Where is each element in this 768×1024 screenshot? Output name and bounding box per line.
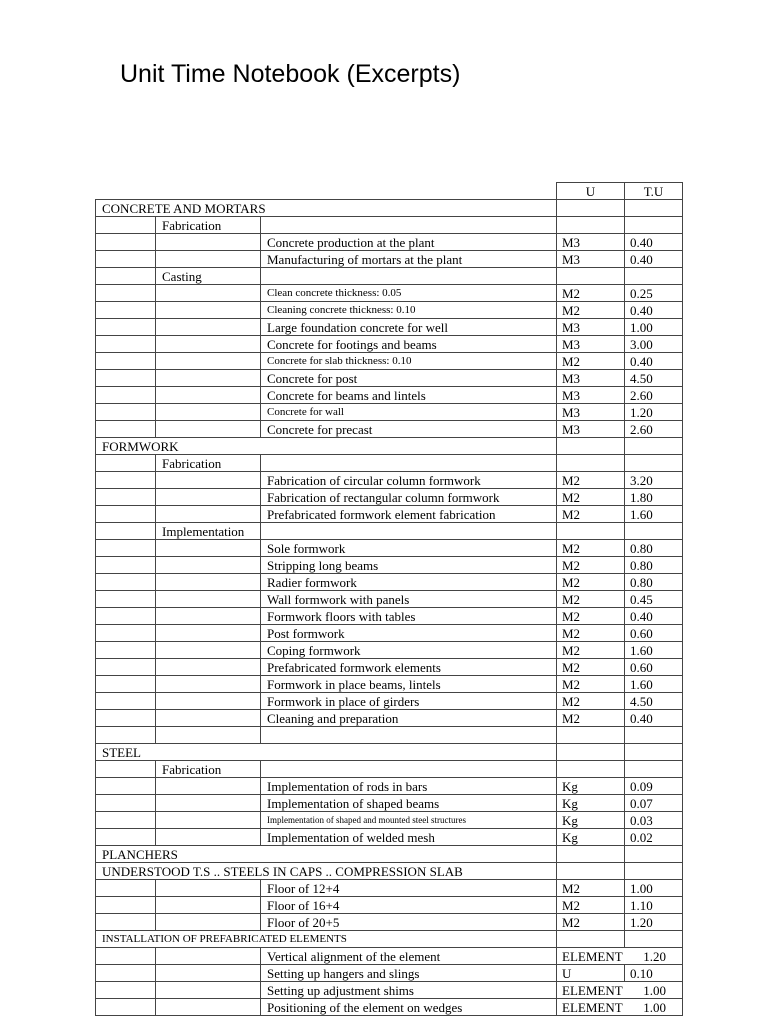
item-label: Large foundation concrete for well: [261, 319, 557, 336]
indent-cell: [96, 880, 156, 897]
table-row: [96, 710, 683, 727]
time-unit-cell: [625, 863, 683, 880]
time-unit-cell: 3.20: [625, 472, 683, 489]
time-unit-cell: [625, 744, 683, 761]
time-unit-cell: 4.50: [625, 693, 683, 710]
table-row: [96, 557, 683, 574]
unit-cell: [557, 744, 625, 761]
time-unit-cell: 0.40: [625, 251, 683, 268]
table-row: [96, 591, 683, 608]
indent-cell: [96, 302, 156, 319]
sub-indent-cell: [156, 336, 261, 353]
item-label: Wall formwork with panels: [261, 591, 557, 608]
time-unit-cell: 0.02: [625, 829, 683, 846]
subsection-row: [96, 217, 683, 234]
item-label: Clean concrete thickness: 0.05: [261, 285, 557, 302]
unit-cell: ELEMENT: [557, 948, 625, 965]
sub-indent-cell: [156, 710, 261, 727]
unit-cell: M2: [557, 914, 625, 931]
sub-indent-cell: [156, 642, 261, 659]
table-row: [96, 676, 683, 693]
header-time-unit: T.U: [625, 183, 683, 200]
time-unit-cell: 0.80: [625, 557, 683, 574]
indent-cell: [96, 319, 156, 336]
subsection-label: Fabrication: [156, 217, 261, 234]
time-unit-cell: [625, 200, 683, 217]
time-unit-cell: 1.20: [625, 914, 683, 931]
table-row: [96, 625, 683, 642]
indent-cell: [96, 591, 156, 608]
table-row: [96, 472, 683, 489]
item-label: Fabrication of rectangular column formwork: [261, 489, 557, 506]
sub-indent-cell: [156, 421, 261, 438]
section-label: STEEL: [96, 744, 557, 761]
indent-cell: [96, 999, 156, 1016]
indent-cell: [96, 285, 156, 302]
time-unit-cell: [625, 727, 683, 744]
sub-indent-cell: [156, 676, 261, 693]
table-row: [96, 659, 683, 676]
unit-cell: M3: [557, 370, 625, 387]
unit-cell: [557, 931, 625, 948]
item-label: Floor of 12+4: [261, 880, 557, 897]
table-row: [96, 421, 683, 438]
indent-cell: [96, 472, 156, 489]
time-unit-cell: 2.60: [625, 387, 683, 404]
time-unit-cell: 1.60: [625, 642, 683, 659]
table-row: [96, 812, 683, 829]
time-unit-cell: [625, 438, 683, 455]
time-unit-cell: [625, 761, 683, 778]
indent-cell: [96, 557, 156, 574]
indent-cell: [96, 251, 156, 268]
unit-cell: [557, 200, 625, 217]
item-label: Concrete for post: [261, 370, 557, 387]
section-label: UNDERSTOOD T.S .. STEELS IN CAPS .. COMPRESSION SLAB: [96, 863, 557, 880]
sub-indent-cell: [156, 829, 261, 846]
unit-cell: M2: [557, 693, 625, 710]
indent-cell: [96, 642, 156, 659]
unit-cell: Kg: [557, 795, 625, 812]
indent-cell: [96, 948, 156, 965]
subsection-label: Fabrication: [156, 761, 261, 778]
time-unit-cell: 1.20: [625, 948, 683, 965]
subsection-label: Fabrication: [156, 455, 261, 472]
subsection-row: [96, 268, 683, 285]
sub-indent-cell: [156, 540, 261, 557]
item-label: Cleaning concrete thickness: 0.10: [261, 302, 557, 319]
section-row: [96, 846, 683, 863]
unit-cell: Kg: [557, 778, 625, 795]
table-row: [96, 999, 683, 1016]
sub-indent-cell: [156, 982, 261, 999]
indent-cell: [96, 982, 156, 999]
unit-cell: M2: [557, 472, 625, 489]
indent-cell: [96, 914, 156, 931]
item-label: Concrete production at the plant: [261, 234, 557, 251]
table-row: [96, 489, 683, 506]
sub-indent-cell: [156, 506, 261, 523]
item-label: [261, 268, 557, 285]
table-row: [96, 608, 683, 625]
time-unit-cell: 2.60: [625, 421, 683, 438]
sub-indent-cell: [156, 778, 261, 795]
sub-indent-cell: [156, 812, 261, 829]
indent-cell: [96, 608, 156, 625]
unit-cell: M2: [557, 285, 625, 302]
section-row: [96, 863, 683, 880]
sub-indent-cell: [156, 625, 261, 642]
table-row: [96, 778, 683, 795]
sub-indent-cell: [156, 302, 261, 319]
indent-cell: [96, 404, 156, 421]
sub-indent-cell: [156, 472, 261, 489]
sub-indent-cell: [156, 999, 261, 1016]
item-label: [261, 523, 557, 540]
item-label: Concrete for footings and beams: [261, 336, 557, 353]
time-unit-cell: 0.40: [625, 302, 683, 319]
unit-cell: M2: [557, 897, 625, 914]
indent-cell: [96, 421, 156, 438]
table-row: [96, 965, 683, 982]
sub-indent-cell: [156, 404, 261, 421]
item-label: Formwork in place beams, lintels: [261, 676, 557, 693]
table-row: [96, 897, 683, 914]
section-label: CONCRETE AND MORTARS: [96, 200, 557, 217]
unit-cell: M2: [557, 302, 625, 319]
subsection-label: Casting: [156, 268, 261, 285]
table-row: [96, 302, 683, 319]
unit-cell: [557, 268, 625, 285]
time-unit-cell: [625, 931, 683, 948]
unit-cell: M2: [557, 506, 625, 523]
time-unit-cell: 0.40: [625, 234, 683, 251]
indent-cell: [96, 387, 156, 404]
table-row: [96, 982, 683, 999]
unit-cell: M3: [557, 319, 625, 336]
time-unit-cell: 0.60: [625, 625, 683, 642]
time-unit-cell: 0.40: [625, 353, 683, 370]
item-label: Concrete for precast: [261, 421, 557, 438]
time-unit-cell: 0.09: [625, 778, 683, 795]
time-unit-cell: 0.25: [625, 285, 683, 302]
sub-indent-cell: [156, 659, 261, 676]
indent-cell: [96, 574, 156, 591]
unit-cell: M3: [557, 251, 625, 268]
time-unit-cell: 0.40: [625, 608, 683, 625]
table-row: [96, 387, 683, 404]
indent-cell: [96, 370, 156, 387]
indent-cell: [96, 812, 156, 829]
sub-indent-cell: [156, 387, 261, 404]
time-unit-cell: 3.00: [625, 336, 683, 353]
time-unit-cell: 1.00: [625, 319, 683, 336]
sub-indent-cell: [156, 574, 261, 591]
sub-indent-cell: [156, 693, 261, 710]
item-label: Implementation of shaped beams: [261, 795, 557, 812]
table-header-row: [96, 183, 683, 200]
subsection-row: [96, 761, 683, 778]
unit-cell: M2: [557, 574, 625, 591]
unit-cell: M2: [557, 557, 625, 574]
time-unit-cell: [625, 523, 683, 540]
indent-cell: [96, 234, 156, 251]
unit-cell: [557, 727, 625, 744]
sub-indent-cell: [156, 948, 261, 965]
table-row: [96, 234, 683, 251]
section-row: [96, 931, 683, 948]
item-label: Implementation of welded mesh: [261, 829, 557, 846]
table-row: [96, 506, 683, 523]
time-unit-cell: 0.03: [625, 812, 683, 829]
table-row: [96, 914, 683, 931]
item-label: Floor of 16+4: [261, 897, 557, 914]
time-unit-cell: [625, 217, 683, 234]
item-label: Implementation of shaped and mounted steel structures: [261, 812, 557, 829]
unit-cell: [557, 863, 625, 880]
item-label: Concrete for beams and lintels: [261, 387, 557, 404]
unit-cell: M2: [557, 353, 625, 370]
indent-cell: [96, 336, 156, 353]
sub-indent-cell: [156, 897, 261, 914]
unit-cell: M2: [557, 676, 625, 693]
indent-cell: [96, 965, 156, 982]
time-unit-cell: 0.40: [625, 710, 683, 727]
table-row: [96, 829, 683, 846]
item-label: Coping formwork: [261, 642, 557, 659]
table-row: [96, 642, 683, 659]
unit-cell: ELEMENT: [557, 999, 625, 1016]
time-unit-cell: [625, 846, 683, 863]
time-unit-cell: 4.50: [625, 370, 683, 387]
table-row: [96, 948, 683, 965]
header-unit: U: [557, 183, 625, 200]
sub-indent-cell: [156, 795, 261, 812]
sub-indent-cell: [156, 234, 261, 251]
sub-indent-cell: [156, 965, 261, 982]
item-label: Formwork floors with tables: [261, 608, 557, 625]
item-label: Setting up adjustment shims: [261, 982, 557, 999]
unit-cell: [557, 846, 625, 863]
sub-indent-cell: [156, 557, 261, 574]
table-row: [96, 336, 683, 353]
unit-cell: M3: [557, 234, 625, 251]
time-unit-cell: 1.60: [625, 506, 683, 523]
table-row: [96, 693, 683, 710]
unit-cell: M2: [557, 608, 625, 625]
sub-indent-cell: [156, 608, 261, 625]
sub-indent-cell: [156, 319, 261, 336]
time-unit-cell: 0.80: [625, 540, 683, 557]
time-unit-cell: [625, 268, 683, 285]
table-row: [96, 574, 683, 591]
indent-cell: [96, 897, 156, 914]
section-row: [96, 438, 683, 455]
time-unit-cell: 1.00: [625, 999, 683, 1016]
item-label: Formwork in place of girders: [261, 693, 557, 710]
table-row: [96, 251, 683, 268]
time-unit-cell: 0.45: [625, 591, 683, 608]
item-label: Stripping long beams: [261, 557, 557, 574]
page-title: Unit Time Notebook (Excerpts): [120, 60, 461, 88]
indent-cell: [96, 761, 156, 778]
item-label: Positioning of the element on wedges: [261, 999, 557, 1016]
item-label: Radier formwork: [261, 574, 557, 591]
unit-cell: M3: [557, 387, 625, 404]
time-unit-cell: 0.80: [625, 574, 683, 591]
indent-cell: [96, 727, 156, 744]
sub-indent-cell: [156, 591, 261, 608]
item-label: [261, 727, 557, 744]
item-label: Cleaning and preparation: [261, 710, 557, 727]
indent-cell: [96, 540, 156, 557]
sub-indent-cell: [156, 285, 261, 302]
indent-cell: [96, 625, 156, 642]
unit-cell: [557, 455, 625, 472]
sub-indent-cell: [156, 370, 261, 387]
unit-cell: M3: [557, 336, 625, 353]
blank-row: [96, 727, 683, 744]
unit-cell: M3: [557, 404, 625, 421]
indent-cell: [96, 659, 156, 676]
sub-indent-cell: [156, 251, 261, 268]
subsection-row: [96, 523, 683, 540]
item-label: Post formwork: [261, 625, 557, 642]
unit-time-table: [95, 182, 683, 1016]
indent-cell: [96, 829, 156, 846]
indent-cell: [96, 506, 156, 523]
unit-cell: U: [557, 965, 625, 982]
unit-cell: ELEMENT: [557, 982, 625, 999]
indent-cell: [96, 778, 156, 795]
sub-indent-cell: [156, 880, 261, 897]
unit-cell: M2: [557, 591, 625, 608]
unit-cell: M2: [557, 710, 625, 727]
time-unit-cell: 1.80: [625, 489, 683, 506]
item-label: [261, 217, 557, 234]
subsection-label: Implementation: [156, 523, 261, 540]
item-label: Prefabricated formwork elements: [261, 659, 557, 676]
header-blank: [96, 183, 557, 200]
unit-cell: [557, 761, 625, 778]
section-row: [96, 744, 683, 761]
indent-cell: [96, 795, 156, 812]
indent-cell: [96, 353, 156, 370]
unit-cell: Kg: [557, 812, 625, 829]
sub-indent-cell: [156, 489, 261, 506]
sub-indent-cell: [156, 914, 261, 931]
unit-cell: [557, 523, 625, 540]
indent-cell: [96, 693, 156, 710]
item-label: Sole formwork: [261, 540, 557, 557]
unit-cell: M2: [557, 625, 625, 642]
item-label: Vertical alignment of the element: [261, 948, 557, 965]
sub-indent-cell: [156, 353, 261, 370]
item-label: Manufacturing of mortars at the plant: [261, 251, 557, 268]
item-label: [261, 455, 557, 472]
section-label: FORMWORK: [96, 438, 557, 455]
time-unit-cell: 1.00: [625, 982, 683, 999]
table-row: [96, 285, 683, 302]
time-unit-cell: 1.20: [625, 404, 683, 421]
section-label: INSTALLATION OF PREFABRICATED ELEMENTS: [96, 931, 557, 948]
indent-cell: [96, 455, 156, 472]
table-row: [96, 540, 683, 557]
indent-cell: [96, 523, 156, 540]
item-label: [261, 761, 557, 778]
table-row: [96, 404, 683, 421]
item-label: Concrete for slab thickness: 0.10: [261, 353, 557, 370]
unit-cell: M3: [557, 421, 625, 438]
indent-cell: [96, 489, 156, 506]
time-unit-cell: 0.07: [625, 795, 683, 812]
unit-cell: M2: [557, 659, 625, 676]
section-row: [96, 200, 683, 217]
indent-cell: [96, 268, 156, 285]
time-unit-cell: 1.00: [625, 880, 683, 897]
indent-cell: [96, 217, 156, 234]
item-label: Setting up hangers and slings: [261, 965, 557, 982]
table-row: [96, 370, 683, 387]
item-label: Floor of 20+5: [261, 914, 557, 931]
section-label: PLANCHERS: [96, 846, 557, 863]
item-label: Implementation of rods in bars: [261, 778, 557, 795]
unit-cell: Kg: [557, 829, 625, 846]
unit-cell: M2: [557, 880, 625, 897]
indent-cell: [96, 710, 156, 727]
sub-indent-cell: [156, 727, 261, 744]
item-label: Prefabricated formwork element fabrication: [261, 506, 557, 523]
time-unit-cell: 0.10: [625, 965, 683, 982]
indent-cell: [96, 676, 156, 693]
table-row: [96, 319, 683, 336]
table-row: [96, 795, 683, 812]
item-label: Concrete for wall: [261, 404, 557, 421]
time-unit-cell: 0.60: [625, 659, 683, 676]
unit-cell: M2: [557, 642, 625, 659]
table-row: [96, 880, 683, 897]
item-label: Fabrication of circular column formwork: [261, 472, 557, 489]
time-unit-cell: [625, 455, 683, 472]
subsection-row: [96, 455, 683, 472]
unit-cell: [557, 217, 625, 234]
time-unit-cell: 1.60: [625, 676, 683, 693]
table-row: [96, 353, 683, 370]
time-unit-cell: 1.10: [625, 897, 683, 914]
unit-cell: M2: [557, 489, 625, 506]
unit-cell: M2: [557, 540, 625, 557]
unit-cell: [557, 438, 625, 455]
